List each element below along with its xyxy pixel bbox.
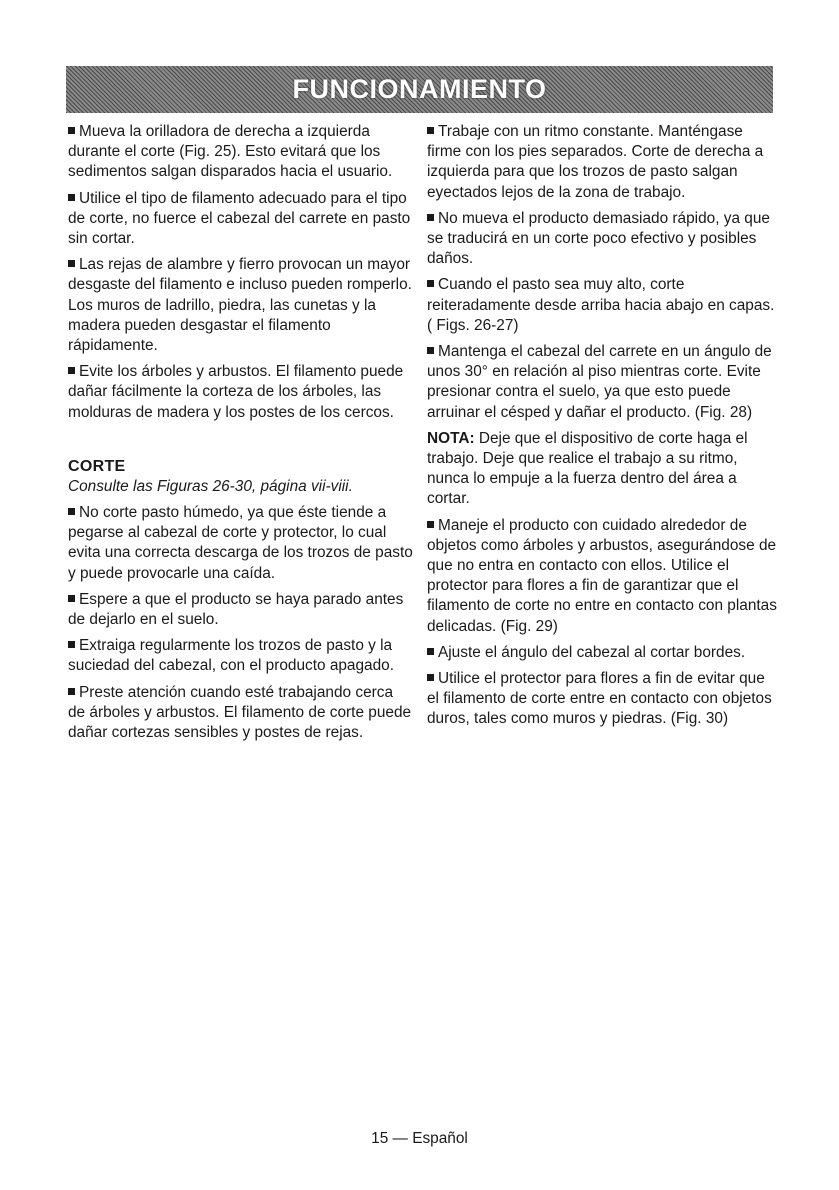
bullet-text: Cuando el pasto sea muy alto, corte reiteradamente desde arriba hacia abajo en capas. ( Figs. 26-27)	[427, 276, 775, 334]
bullet-paragraph	[68, 503, 414, 584]
square-bullet-icon	[68, 127, 75, 134]
bullet-paragraph	[68, 683, 414, 744]
bullet-paragraph	[68, 590, 414, 630]
page-number: 15 — Español	[371, 1130, 468, 1147]
square-bullet-icon	[68, 194, 75, 201]
note-paragraph	[427, 429, 777, 510]
right-column	[427, 122, 777, 736]
square-bullet-icon	[68, 595, 75, 602]
bullet-text: Utilice el tipo de filamento adecuado para el tipo de corte, no fuerce el cabezal del carrete en pasto sin cortar.	[68, 189, 411, 248]
bullet-text: Mantenga el cabezal del carrete en un ángulo de unos 30° en relación al piso mientras corte. Evite presionar contra el suelo, ya que esto puede arruinar el césped y dañar el producto. (Fig. 28)	[427, 343, 772, 421]
square-bullet-icon	[427, 214, 434, 221]
section-reference: Consulte las Figuras 26-30, página vii-viii.	[68, 477, 353, 495]
bullet-paragraph	[68, 189, 414, 250]
bullet-paragraph	[427, 122, 777, 203]
bullet-text: Trabaje con un ritmo constante. Manténgase firme con los pies separados. Corte de derecha a izquierda para que los trozos de pasto salgan eyectados lejos de la zona de trabajo.	[427, 123, 764, 201]
note-label: NOTA:	[427, 429, 475, 447]
square-bullet-icon	[427, 347, 434, 354]
bullet-text: Ajuste el ángulo del cabezal al cortar bordes.	[438, 643, 746, 661]
square-bullet-icon	[427, 674, 434, 681]
square-bullet-icon	[68, 367, 75, 374]
bullet-paragraph	[427, 342, 777, 423]
square-bullet-icon	[427, 280, 434, 287]
bullet-text: Maneje el producto con cuidado alrededor de objetos como árboles y arbustos, asegurándose de que no entra en contacto con ellos. Utilice el protector para flores a fin de garantizar que el filamento de corte no entre en contacto con plantas delicadas. (Fig. 29)	[427, 516, 777, 635]
bullet-paragraph	[427, 209, 777, 270]
left-column	[68, 122, 414, 749]
section-banner	[66, 66, 773, 113]
square-bullet-icon	[68, 688, 75, 695]
square-bullet-icon	[68, 260, 75, 267]
bullet-paragraph	[427, 669, 777, 730]
bullet-paragraph	[68, 255, 414, 356]
bullet-text: Espere a que el producto se haya parado antes de dejarlo en el suelo.	[68, 590, 404, 629]
bullet-text: No mueva el producto demasiado rápido, ya que se traducirá en un corte poco efectivo y posibles daños.	[427, 209, 770, 268]
note-text: Deje que el dispositivo de corte haga el trabajo. Deje que realice el trabajo a su ritmo, nunca lo empuje a la fuerza dentro del área a cortar.	[427, 429, 748, 508]
bullet-paragraph	[68, 122, 414, 183]
bullet-paragraph	[427, 275, 777, 336]
section-heading: CORTE	[68, 457, 126, 475]
bullet-text: Extraiga regularmente los trozos de pasto y la suciedad del cabezal, con el producto apagado.	[68, 637, 395, 675]
bullet-text: Las rejas de alambre y fierro provocan un mayor desgaste del filamento e incluso pueden romperlo. Los muros de ladrillo, piedra, las cunetas y la madera pueden desgastar el filamento rápidamente.	[68, 256, 412, 355]
square-bullet-icon	[427, 127, 434, 134]
page-footer	[0, 1130, 839, 1148]
square-bullet-icon	[427, 648, 434, 655]
square-bullet-icon	[68, 641, 75, 648]
square-bullet-icon	[427, 521, 434, 528]
bullet-paragraph	[68, 636, 414, 676]
bullet-text: Evite los árboles y arbustos. El filamento puede dañar fácilmente la corteza de los árboles, las molduras de madera y los postes de los cercos.	[68, 363, 404, 421]
bullet-text: Mueva la orilladora de derecha a izquierda durante el corte (Fig. 25). Esto evitará que los sedimentos salgan disparados hacia el usuario.	[68, 123, 393, 181]
bullet-text: No corte pasto húmedo, ya que éste tiende a pegarse al cabezal de corte y protector, lo cual evita una correcta descarga de los trozos de pasto y puede provocarle una caída.	[68, 504, 413, 582]
square-bullet-icon	[68, 508, 75, 515]
bullet-text: Utilice el protector para flores a fin de evitar que el filamento de corte entre en contacto con objetos duros, tales como muros y piedras. (Fig. 30)	[427, 670, 772, 728]
banner-title: FUNCIONAMIENTO	[292, 74, 547, 104]
bullet-paragraph	[427, 643, 777, 663]
bullet-paragraph	[68, 362, 414, 423]
bullet-paragraph	[427, 516, 777, 637]
bullet-text: Preste atención cuando esté trabajando cerca de árboles y arbustos. El filamento de corte puede dañar cortezas sensibles y postes de rejas.	[68, 683, 412, 742]
